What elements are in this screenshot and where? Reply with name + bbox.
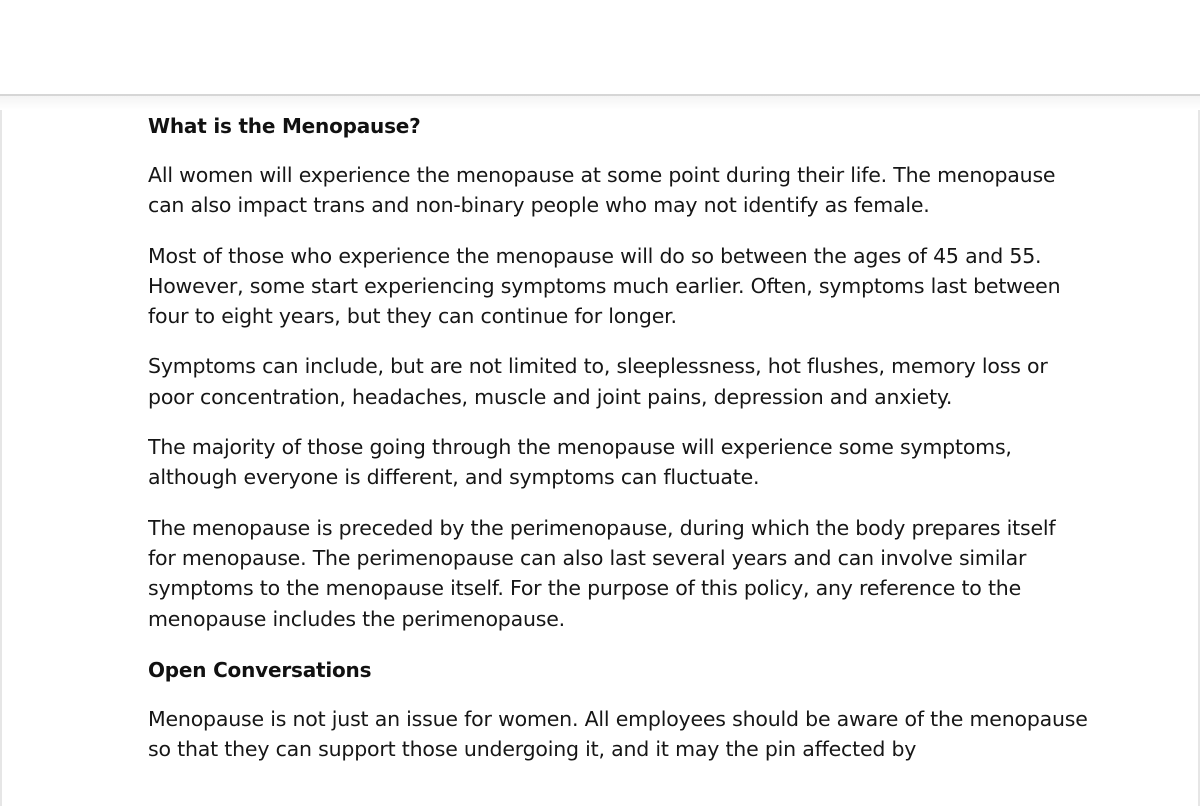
paragraph-ages: Most of those who experience the menopause will do so between the ages of 45 and 55. However, some start experiencing symptoms much earlier. Often, symptoms last between four to eight years, but they can continue for longer. xyxy=(148,243,1061,329)
paragraph-not-just-women: Menopause is not just an issue for women. All employees should be aware of the menopause so that they can support those undergoing it, and it may the pin affected by xyxy=(148,706,1088,762)
section-heading-what-is-menopause: What is the Menopause? xyxy=(148,114,421,138)
paragraph-majority: The majority of those going through the menopause will experience some symptoms, although everyone is different, and symptoms can fluctuate. xyxy=(148,435,1012,490)
page-top-shadow xyxy=(0,96,1200,110)
paragraph-all-women: All women will experience the menopause at some point during their life. The menopause can also impact trans and non-binary people who may not identify as female. xyxy=(148,163,1056,218)
paragraph-symptoms: Symptoms can include, but are not limited to, sleeplessness, hot flushes, memory loss or poor concentration, headaches, muscle and joint pains, depression and anxiety. xyxy=(148,354,1048,409)
section-heading-open-conversations: Open Conversations xyxy=(148,657,372,682)
viewer-toolbar xyxy=(0,0,1200,96)
paragraph-perimenopause: The menopause is preceded by the perimenopause, during which the body prepares itself for menopause. The perimenopause can also last several years and can involve similar symptoms to the menopause itself. For the purpose of this policy, any reference to the menopause includes the perimenopause. xyxy=(148,515,1056,631)
document-content xyxy=(148,110,1088,806)
